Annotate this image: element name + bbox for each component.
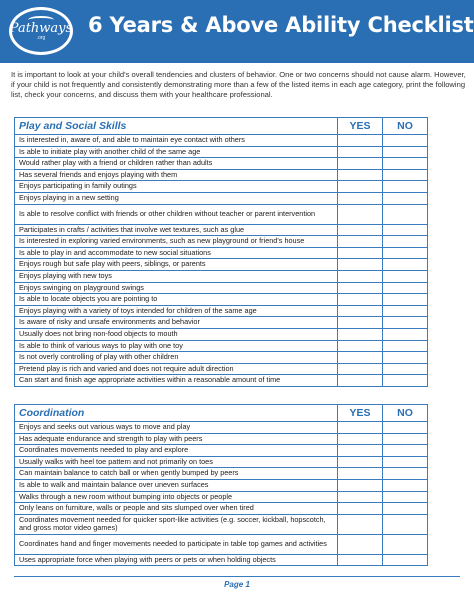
checklist-item-text: Enjoys rough but safe play with peers, siblings, or parents bbox=[15, 259, 338, 271]
checklist-item-text: Enjoys and seeks out various ways to move and play bbox=[15, 422, 338, 434]
checklist-item-text: Is able to walk and maintain balance over uneven surfaces bbox=[15, 479, 338, 491]
no-checkbox[interactable] bbox=[383, 305, 428, 317]
yes-checkbox[interactable] bbox=[338, 514, 383, 534]
no-checkbox[interactable] bbox=[383, 236, 428, 248]
checklist-row bbox=[15, 305, 428, 317]
checklist-item-text: Would rather play with a friend or children rather than adults bbox=[15, 158, 338, 170]
yes-checkbox[interactable] bbox=[338, 352, 383, 364]
checklist-row bbox=[15, 259, 428, 271]
yes-checkbox[interactable] bbox=[338, 270, 383, 282]
checklist-row bbox=[15, 317, 428, 329]
no-checkbox[interactable] bbox=[383, 503, 428, 515]
no-checkbox[interactable] bbox=[383, 146, 428, 158]
yes-checkbox[interactable] bbox=[338, 468, 383, 480]
checklist-row bbox=[15, 479, 428, 491]
yes-checkbox[interactable] bbox=[338, 135, 383, 147]
no-checkbox[interactable] bbox=[383, 204, 428, 224]
no-checkbox[interactable] bbox=[383, 328, 428, 340]
yes-checkbox[interactable] bbox=[338, 534, 383, 554]
checklist-row bbox=[15, 433, 428, 445]
checklist-item-text: Usually does not bring non-food objects to mouth bbox=[15, 328, 338, 340]
checklist-item-text: Only leans on furniture, walls or people and sits slumped over when tired bbox=[15, 503, 338, 515]
no-checkbox[interactable] bbox=[383, 445, 428, 457]
checklist-item-text: Enjoys playing with a variety of toys intended for children of the same age bbox=[15, 305, 338, 317]
checklist-item-text: Is able to play in and accommodate to new social situations bbox=[15, 247, 338, 259]
checklist-row bbox=[15, 534, 428, 554]
checklist-row bbox=[15, 181, 428, 193]
page-title: 6 Years & Above Ability Checklist bbox=[88, 13, 474, 37]
checklist-item-text: Enjoys swinging on playground swings bbox=[15, 282, 338, 294]
header-banner bbox=[0, 0, 474, 63]
no-checkbox[interactable] bbox=[383, 352, 428, 364]
yes-checkbox[interactable] bbox=[338, 247, 383, 259]
no-checkbox[interactable] bbox=[383, 422, 428, 434]
yes-checkbox[interactable] bbox=[338, 146, 383, 158]
no-checkbox[interactable] bbox=[383, 363, 428, 375]
yes-column-header: YES bbox=[338, 405, 383, 422]
no-checkbox[interactable] bbox=[383, 247, 428, 259]
checklist-item-text: Has several friends and enjoys playing with them bbox=[15, 169, 338, 181]
checklist-item-text: Is interested in, aware of, and able to maintain eye contact with others bbox=[15, 135, 338, 147]
checklist-row bbox=[15, 468, 428, 480]
footer-divider bbox=[14, 576, 460, 577]
no-checkbox[interactable] bbox=[383, 554, 428, 566]
checklist-row bbox=[15, 169, 428, 181]
checklist-row bbox=[15, 270, 428, 282]
no-checkbox[interactable] bbox=[383, 169, 428, 181]
checklist-row bbox=[15, 503, 428, 515]
yes-checkbox[interactable] bbox=[338, 224, 383, 236]
no-checkbox[interactable] bbox=[383, 456, 428, 468]
checklist-item-text: Can maintain balance to catch ball or when gently bumped by peers bbox=[15, 468, 338, 480]
section-title: Play and Social Skills bbox=[15, 118, 338, 135]
checklist-item-text: Enjoys participating in family outings bbox=[15, 181, 338, 193]
checklist-row bbox=[15, 192, 428, 204]
checklist-row bbox=[15, 247, 428, 259]
checklist-item-text: Participates in crafts / activities that involve wet textures, such as glue bbox=[15, 224, 338, 236]
section-header bbox=[15, 118, 428, 135]
no-checkbox[interactable] bbox=[383, 181, 428, 193]
checklist-row bbox=[15, 491, 428, 503]
no-checkbox[interactable] bbox=[383, 514, 428, 534]
no-checkbox[interactable] bbox=[383, 259, 428, 271]
section-header bbox=[15, 405, 428, 422]
no-column-header: NO bbox=[383, 405, 428, 422]
yes-checkbox[interactable] bbox=[338, 294, 383, 306]
yes-checkbox[interactable] bbox=[338, 445, 383, 457]
logo-figure-icon bbox=[28, 16, 54, 24]
no-checkbox[interactable] bbox=[383, 135, 428, 147]
checklist-item-text: Is able to think of various ways to play with one toy bbox=[15, 340, 338, 352]
checklist-row bbox=[15, 554, 428, 566]
no-checkbox[interactable] bbox=[383, 433, 428, 445]
no-checkbox[interactable] bbox=[383, 340, 428, 352]
checklist-row bbox=[15, 146, 428, 158]
checklist-item-text: Coordinates movement needed for quicker sport-like activities (e.g. soccer, kickball, hopscotch, and gross motor video games) bbox=[15, 514, 338, 534]
checklist-row bbox=[15, 456, 428, 468]
yes-checkbox[interactable] bbox=[338, 491, 383, 503]
yes-checkbox[interactable] bbox=[338, 282, 383, 294]
checklist-row bbox=[15, 514, 428, 534]
checklist-row bbox=[15, 352, 428, 364]
coordination-table bbox=[14, 404, 428, 566]
checklist-row bbox=[15, 224, 428, 236]
page-number: Page 1 bbox=[224, 580, 250, 589]
no-checkbox[interactable] bbox=[383, 317, 428, 329]
yes-checkbox[interactable] bbox=[338, 340, 383, 352]
no-checkbox[interactable] bbox=[383, 491, 428, 503]
yes-checkbox[interactable] bbox=[338, 503, 383, 515]
checklist-row bbox=[15, 135, 428, 147]
yes-checkbox[interactable] bbox=[338, 328, 383, 340]
intro-paragraph: It is important to look at your child's overall tendencies and clusters of behavior. One or two concerns should not cause alarm. However, if your child is not frequently and consistently demonstrating more than a few of the listed items in each age category, print the following list, check your concerns, and discuss them with your healthcare professional. bbox=[11, 70, 466, 99]
no-checkbox[interactable] bbox=[383, 294, 428, 306]
yes-checkbox[interactable] bbox=[338, 204, 383, 224]
checklist-item-text: Enjoys playing in a new setting bbox=[15, 192, 338, 204]
checklist-item-text: Coordinates movements needed to play and explore bbox=[15, 445, 338, 457]
yes-checkbox[interactable] bbox=[338, 422, 383, 434]
logo-org: .org bbox=[36, 34, 46, 41]
checklist-item-text: Uses appropriate force when playing with peers or pets or when holding objects bbox=[15, 554, 338, 566]
yes-column-header: YES bbox=[338, 118, 383, 135]
checklist-row bbox=[15, 236, 428, 248]
checklist-row bbox=[15, 445, 428, 457]
logo-text: Pathways bbox=[9, 20, 73, 36]
yes-checkbox[interactable] bbox=[338, 363, 383, 375]
yes-checkbox[interactable] bbox=[338, 192, 383, 204]
no-column-header: NO bbox=[383, 118, 428, 135]
yes-checkbox[interactable] bbox=[338, 158, 383, 170]
checklist-item-text: Can start and finish age appropriate activities within a reasonable amount of time bbox=[15, 375, 338, 387]
no-checkbox[interactable] bbox=[383, 192, 428, 204]
checklist-item-text: Is able to resolve conflict with friends or other children without teacher or parent intervention bbox=[15, 204, 338, 224]
checklist-item-text: Is able to locate objects you are pointing to bbox=[15, 294, 338, 306]
yes-checkbox[interactable] bbox=[338, 375, 383, 387]
checklist-row bbox=[15, 363, 428, 375]
checklist-item-text: Is aware of risky and unsafe environments and behavior bbox=[15, 317, 338, 329]
yes-checkbox[interactable] bbox=[338, 181, 383, 193]
checklist-item-text: Is able to initiate play with another child of the same age bbox=[15, 146, 338, 158]
checklist-row bbox=[15, 158, 428, 170]
checklist-row bbox=[15, 294, 428, 306]
checklist-item-text: Is interested in exploring varied environments, such as new playground or friend's house bbox=[15, 236, 338, 248]
pathways-logo bbox=[6, 4, 76, 58]
checklist-item-text: Walks through a new room without bumping into objects or people bbox=[15, 491, 338, 503]
no-checkbox[interactable] bbox=[383, 479, 428, 491]
checklist-item-text: Enjoys playing with new toys bbox=[15, 270, 338, 282]
checklist-row bbox=[15, 282, 428, 294]
no-checkbox[interactable] bbox=[383, 282, 428, 294]
yes-checkbox[interactable] bbox=[338, 554, 383, 566]
checklist-item-text: Coordinates hand and finger movements needed to participate in table top games and activities bbox=[15, 534, 338, 554]
play-social-table bbox=[14, 117, 428, 387]
section-title: Coordination bbox=[15, 405, 338, 422]
checklist-row bbox=[15, 375, 428, 387]
yes-checkbox[interactable] bbox=[338, 479, 383, 491]
checklist-item-text: Pretend play is rich and varied and does not require adult direction bbox=[15, 363, 338, 375]
no-checkbox[interactable] bbox=[383, 534, 428, 554]
yes-checkbox[interactable] bbox=[338, 456, 383, 468]
checklist-row bbox=[15, 328, 428, 340]
no-checkbox[interactable] bbox=[383, 270, 428, 282]
checklist-item-text: Has adequate endurance and strength to play with peers bbox=[15, 433, 338, 445]
yes-checkbox[interactable] bbox=[338, 305, 383, 317]
checklist-row bbox=[15, 204, 428, 224]
checklist-row bbox=[15, 422, 428, 434]
checklist-item-text: Is not overly controlling of play with other children bbox=[15, 352, 338, 364]
yes-checkbox[interactable] bbox=[338, 433, 383, 445]
yes-checkbox[interactable] bbox=[338, 317, 383, 329]
no-checkbox[interactable] bbox=[383, 158, 428, 170]
no-checkbox[interactable] bbox=[383, 468, 428, 480]
yes-checkbox[interactable] bbox=[338, 236, 383, 248]
no-checkbox[interactable] bbox=[383, 224, 428, 236]
checklist-item-text: Usually walks with heel toe pattern and not primarily on toes bbox=[15, 456, 338, 468]
no-checkbox[interactable] bbox=[383, 375, 428, 387]
checklist-row bbox=[15, 340, 428, 352]
yes-checkbox[interactable] bbox=[338, 259, 383, 271]
yes-checkbox[interactable] bbox=[338, 169, 383, 181]
